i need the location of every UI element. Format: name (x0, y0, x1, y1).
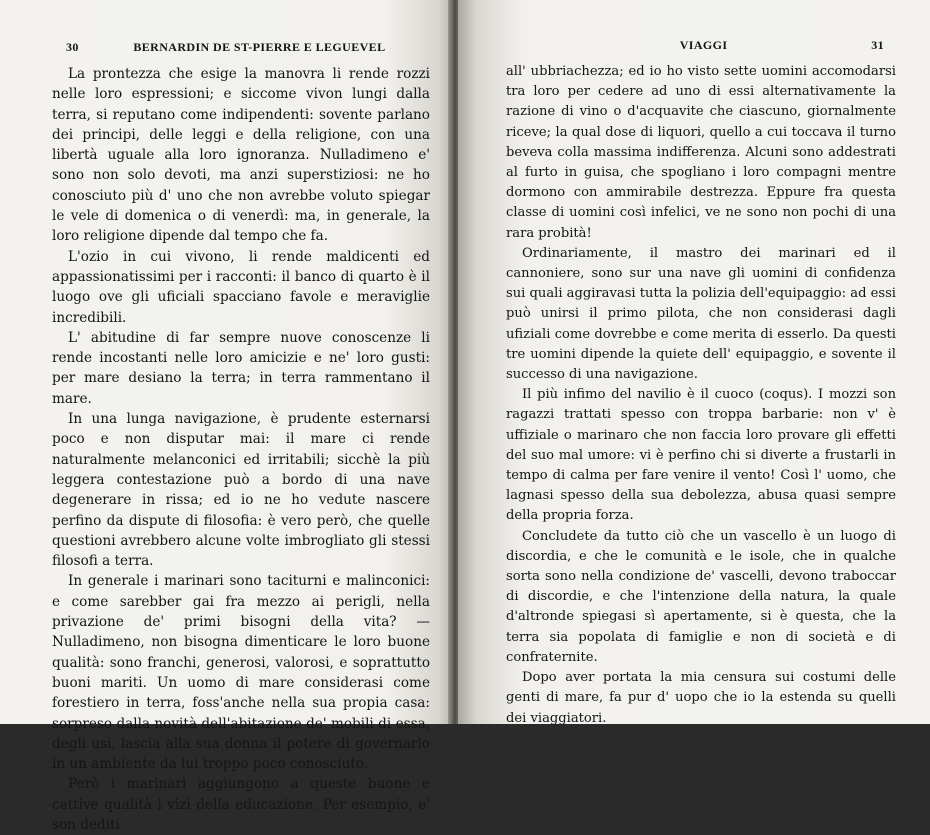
right-page-number: 31 (871, 38, 884, 52)
right-page-body (506, 62, 896, 729)
left-page-number: 30 (66, 40, 79, 54)
right-page (458, 0, 930, 724)
paragraph: Dopo aver portata la mia censura sui costumi delle genti di mare, fa pur d' uopo che io la estenda su quelli dei viaggiatori. (506, 670, 896, 726)
right-running-head: VIAGGI (679, 38, 728, 52)
left-running-head: BERNARDIN DE ST-PIERRE E LEGUEVEL (133, 40, 386, 54)
left-page (0, 0, 452, 833)
left-page-header (52, 40, 430, 55)
paragraph: L'ozio in cui vivono, li rende maldicenti ed appassionatissimi per i racconti: il banco di quarto è il luogo ove gli uficiali spacciano favole e meraviglie incredibili. (52, 248, 430, 326)
paragraph: Concludete da tutto ciò che un vascello è un luogo di discordia, e che le comunità e le isole, che in qualche sorta sono nella condizione de' vascelli, devono traboccar di discordie, e che l'intenzione della natura, la quale d'altronde spiegasi sì apertamente, si è questa, che la terra sia popolata di famiglie e non di società e di confraternite. (506, 528, 896, 665)
paragraph: Il più infimo del navilio è il cuoco (coqus). I mozzi son ragazzi trattati spesso con troppa barbarie: non v' è uffiziale o marinaro che non faccia loro provare gli effetti del suo mal umore: vi è perfino chi si diverte a frustarli in tempo di calma per fare venire il vento! Così l' uomo, che lagnasi spesso della sua debolezza, abusa quasi sempre della propria forza. (506, 387, 896, 524)
paragraph: In generale i marinari sono taciturni e malinconici: e come sarebber gai fra mezzo ai perigli, nella privazione de' primi bisogni della vita? — Nulladimeno, non bisogna dimenticare le loro buone qualità: sono franchi, generosi, valorosi, e soprattutto buoni mariti. Un uomo di mare considerasi come forestiero in terra, foss'anche nella sua propia casa: sorpreso dalla novità dell'abitazione de' mobili di essa, degli usi, lascia alla sua donna il potere di governarlo in un ambiente da lui troppo poco conosciuto. (52, 573, 430, 773)
left-page-body (52, 64, 430, 835)
continued-paragraph: all' ubbriachezza; ed io ho visto sette uomini accomodarsi tra loro per cedere ad uno di essi alternativamente la razione di vino o d'acquavite che ciascuno, giornalmente riceve; la qual dose di liquori, quello a cui toccava il turno beveva colla massima indifferenza. Alcuni sono addestrati al furto in guisa, che spogliano i loro compagni mentre dormono con ammirabile destrezza. Eppure fra questa classe di uomini così infelici, ve ne sono non pochi di una rara probità! (506, 64, 896, 241)
paragraph: Ordinariamente, il mastro dei marinari ed il cannoniere, sono sur una nave gli uomini di confidenza sui quali aggiravasi tutta la polizia dell'equipaggio: ad essi può unirsi il primo pilota, che non considerasi dagli ufiziali come dovrebbe e come merita di esserlo. Da questi tre uomini dipende la quiete dell' equipaggio, e sovente il successo di una navigazione. (506, 245, 896, 383)
paragraph: In una lunga navigazione, è prudente esternarsi poco e non disputar mai: il mare ci rende naturalmente melanconici ed irritabili; sicchè la più leggera contestazione può a bordo di una nave degenerare in rissa; ed io ne ho vedute nascere perfino da dispute di filosofia: è vero però, che quelle questioni avrebbero alcune volte imbrogliato gli stessi filosofi a terra. (52, 411, 430, 570)
paragraph: Però i marinari aggiungono a queste buone e cattive qualità i vizi della educazione. Per esempio, e' son dediti (52, 776, 430, 833)
paragraph: L' abitudine di far sempre nuove conoscenze li rende incostanti nelle loro amicizie e ne' loro gusti: per mare desiano la terra; in terra rammentano il mare. (52, 329, 430, 407)
paragraph: La prontezza che esige la manovra li rende rozzi nelle loro espressioni; e siccome vivon lungi dalla terra, si reputano come indipendenti: sovente parlano dei principi, delle leggi e della religione, con una libertà uguale alla loro ignoranza. Nulladimeno e' sono non solo devoti, ma anzi superstiziosi: ne ho conosciuto più d' uno che non avrebbe voluto spiegar le vele di domenica o di venerdì: ma, in generale, la loro religione dipende dal tempo che fa. (52, 66, 430, 245)
right-page-header (506, 38, 896, 53)
